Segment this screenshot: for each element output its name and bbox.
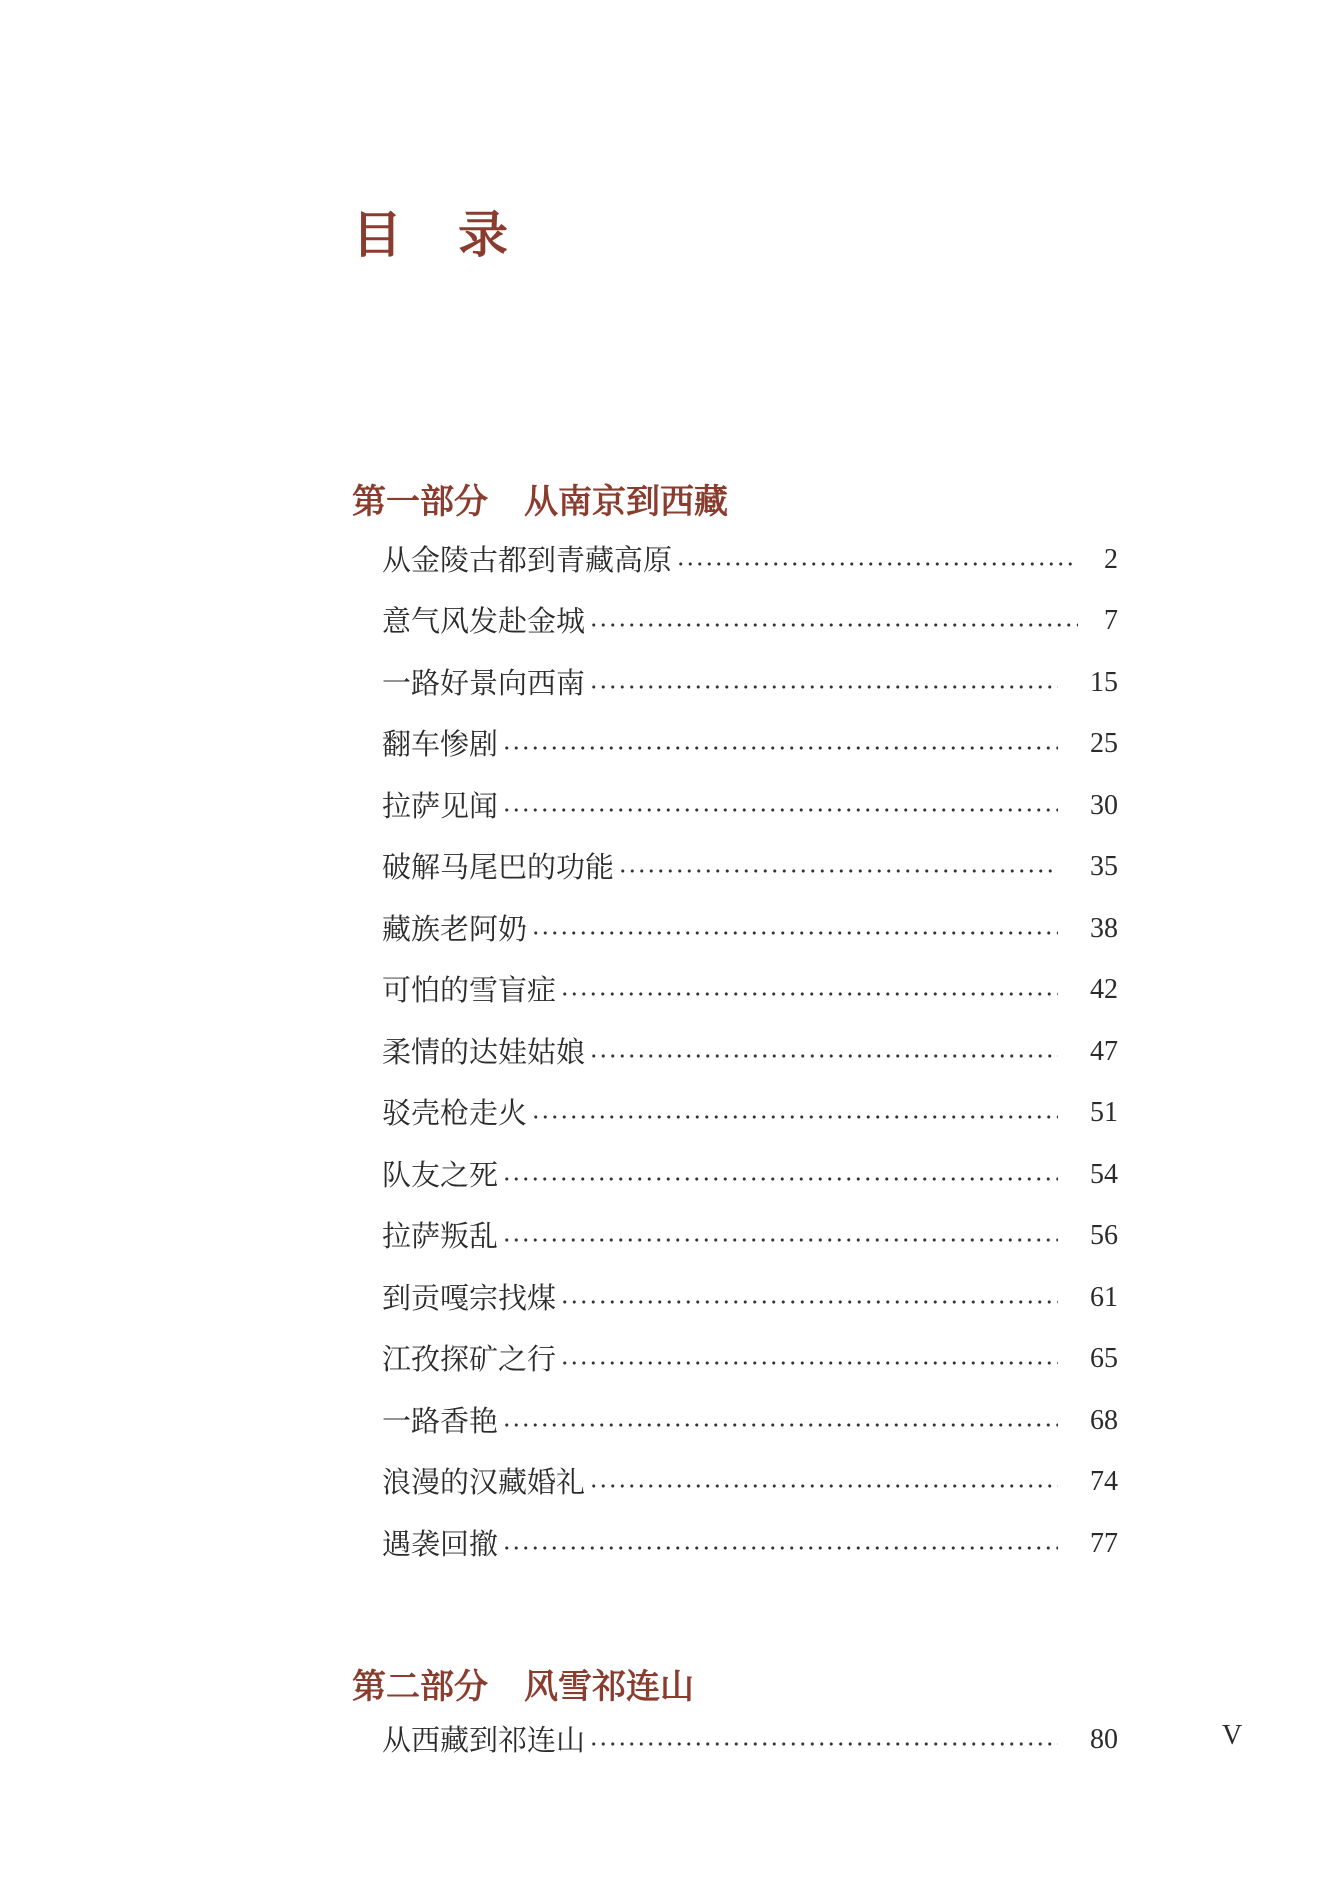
- part-heading: [352, 477, 728, 527]
- entry-title: 到贡嘎宗找煤: [382, 1280, 557, 1315]
- entry-title: 拉萨见闻: [382, 788, 499, 823]
- dot-leader: [560, 970, 1058, 1010]
- entry-page-number: 15: [1090, 666, 1118, 698]
- page-title-char: 目: [352, 205, 402, 264]
- entry-title: 遇袭回撤: [382, 1526, 499, 1561]
- dot-leader: [502, 1155, 1058, 1195]
- dot-leader: [618, 847, 1058, 887]
- entry-title: 从金陵古都到青藏高原: [382, 542, 673, 577]
- toc-entry[interactable]: [382, 1144, 1118, 1206]
- toc-entry[interactable]: [382, 1452, 1118, 1514]
- toc-entry[interactable]: [382, 591, 1118, 653]
- toc-entry[interactable]: [382, 652, 1118, 714]
- entry-page-number: 35: [1090, 851, 1118, 883]
- toc-list: [382, 529, 1118, 1575]
- entry-page-number: 42: [1090, 974, 1118, 1006]
- dot-leader: [502, 724, 1058, 764]
- toc-entry[interactable]: [382, 1329, 1118, 1391]
- toc-list: [382, 1709, 1118, 1771]
- entry-page-number: 56: [1090, 1220, 1118, 1252]
- entry-page-number: 2: [1104, 543, 1118, 575]
- entry-page-number: 54: [1090, 1158, 1118, 1190]
- toc-entry[interactable]: [382, 775, 1118, 837]
- toc-entry[interactable]: [382, 898, 1118, 960]
- entry-title: 从西藏到祁连山: [382, 1722, 586, 1757]
- entry-title: 一路好景向西南: [382, 665, 586, 700]
- entry-page-number: 68: [1090, 1404, 1118, 1436]
- toc-entry[interactable]: [382, 714, 1118, 776]
- dot-leader: [589, 601, 1078, 641]
- dot-leader: [589, 663, 1058, 703]
- entry-title: 意气风发赴金城: [382, 604, 586, 639]
- entry-page-number: 25: [1090, 728, 1118, 760]
- toc-entry[interactable]: [382, 1709, 1118, 1771]
- entry-page-number: 38: [1090, 912, 1118, 944]
- entry-title: 拉萨叛乱: [382, 1219, 499, 1254]
- entry-title: 破解马尾巴的功能: [382, 850, 615, 885]
- dot-leader: [502, 1401, 1058, 1441]
- part-title: 风雪祁连山: [524, 1667, 694, 1707]
- page-folio: V: [1222, 1720, 1243, 1751]
- dot-leader: [502, 1216, 1058, 1256]
- entry-title: 一路香艳: [382, 1403, 499, 1438]
- dot-leader: [560, 1339, 1058, 1379]
- entry-title: 柔情的达娃姑娘: [382, 1034, 586, 1069]
- entry-page-number: 30: [1090, 789, 1118, 821]
- toc-entry[interactable]: [382, 1513, 1118, 1575]
- entry-title: 翻车惨剧: [382, 727, 499, 762]
- dot-leader: [589, 1462, 1058, 1502]
- entry-page-number: 51: [1090, 1097, 1118, 1129]
- entry-page-number: 47: [1090, 1035, 1118, 1067]
- entry-page-number: 65: [1090, 1343, 1118, 1375]
- entry-page-number: 80: [1090, 1723, 1118, 1755]
- entry-title: 队友之死: [382, 1157, 499, 1192]
- entry-page-number: 7: [1104, 605, 1118, 637]
- dot-leader: [589, 1720, 1058, 1760]
- part-label: 第一部分: [352, 482, 488, 522]
- page-title: [352, 205, 508, 265]
- toc-entry[interactable]: [382, 1206, 1118, 1268]
- entry-title: 驳壳枪走火: [382, 1096, 528, 1131]
- entry-title: 藏族老阿奶: [382, 911, 528, 946]
- page-title-char: 录: [458, 205, 508, 264]
- dot-leader: [531, 1093, 1058, 1133]
- toc-entry[interactable]: [382, 1021, 1118, 1083]
- toc-entry[interactable]: [382, 1390, 1118, 1452]
- dot-leader: [502, 786, 1058, 826]
- entry-title: 浪漫的汉藏婚礼: [382, 1465, 586, 1500]
- part-heading: [352, 1662, 694, 1712]
- toc-entry[interactable]: [382, 1083, 1118, 1145]
- toc-entry[interactable]: [382, 837, 1118, 899]
- toc-entry[interactable]: [382, 1267, 1118, 1329]
- dot-leader: [531, 909, 1058, 949]
- dot-leader: [676, 540, 1078, 580]
- dot-leader: [502, 1524, 1058, 1564]
- dot-leader: [560, 1278, 1058, 1318]
- part-title: 从南京到西藏: [524, 482, 728, 522]
- toc-entry[interactable]: [382, 960, 1118, 1022]
- entry-page-number: 77: [1090, 1527, 1118, 1559]
- toc-entry[interactable]: [382, 529, 1118, 591]
- entry-page-number: 74: [1090, 1466, 1118, 1498]
- entry-title: 可怕的雪盲症: [382, 973, 557, 1008]
- dot-leader: [589, 1032, 1058, 1072]
- entry-page-number: 61: [1090, 1281, 1118, 1313]
- entry-title: 江孜探矿之行: [382, 1342, 557, 1377]
- part-label: 第二部分: [352, 1667, 488, 1707]
